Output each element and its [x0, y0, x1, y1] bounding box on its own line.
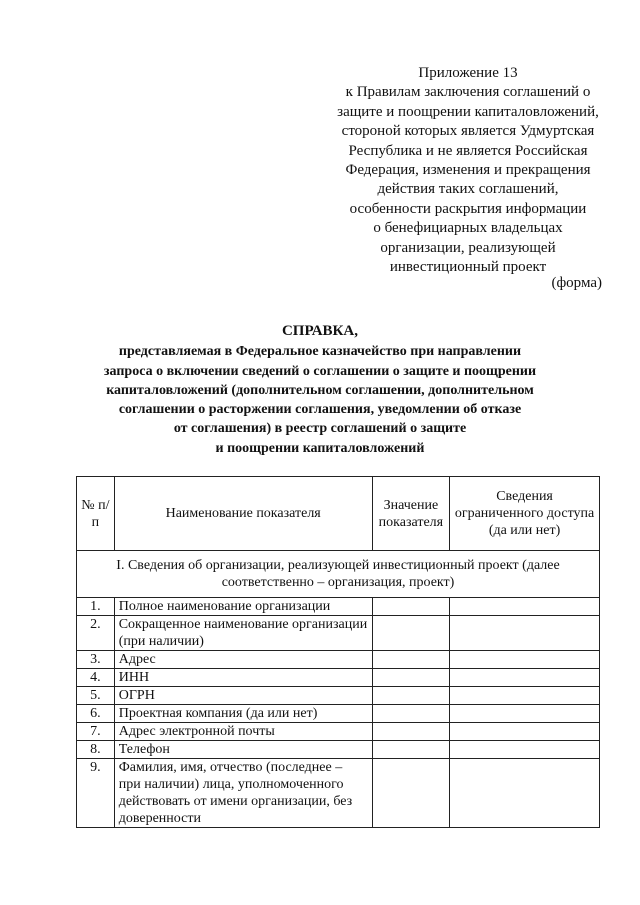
- annex-line: действия таких соглашений,: [377, 181, 559, 198]
- row-value-cell[interactable]: [372, 741, 449, 759]
- row-restricted-cell[interactable]: [450, 741, 600, 759]
- title-line: капиталовложений (дополнительном соглашении, дополнительном: [106, 382, 534, 398]
- annex-line: стороной которых является Удмуртская: [341, 123, 595, 140]
- form-label: (форма): [551, 275, 602, 291]
- row-num: 9.: [77, 759, 115, 828]
- row-num: 5.: [77, 687, 115, 705]
- info-table: [76, 476, 600, 828]
- row-num: 7.: [77, 723, 115, 741]
- table-row: [77, 598, 600, 616]
- annex-line: Федерация, изменения и прекращения: [345, 162, 591, 179]
- table-row: [77, 741, 600, 759]
- title-line: от соглашения) в реестр соглашений о защите: [173, 421, 467, 437]
- annex-line: защите и поощрении капиталовложений,: [337, 103, 599, 120]
- table-row: [77, 759, 600, 828]
- row-value-cell[interactable]: [372, 669, 449, 687]
- header-restricted: Сведения ограниченного доступа (да или нет): [450, 477, 600, 551]
- document-title: [60, 322, 580, 458]
- header-value: Значение показателя: [372, 477, 449, 551]
- row-num: 2.: [77, 616, 115, 651]
- header-name: Наименование показателя: [114, 477, 372, 551]
- row-name: Проектная компания (да или нет): [114, 705, 372, 723]
- row-value-cell[interactable]: [372, 723, 449, 741]
- row-num: 3.: [77, 651, 115, 669]
- header-num: № п/п: [77, 477, 115, 551]
- row-value-cell[interactable]: [372, 687, 449, 705]
- row-value-cell[interactable]: [372, 759, 449, 828]
- annex-line: организации, реализующей: [380, 239, 556, 256]
- row-num: 6.: [77, 705, 115, 723]
- title-heading: СПРАВКА,: [281, 323, 359, 339]
- title-line: соглашении о расторжении соглашения, уведомлении об отказе: [118, 402, 522, 418]
- table-row: [77, 669, 600, 687]
- row-restricted-cell[interactable]: [450, 598, 600, 616]
- row-value-cell[interactable]: [372, 598, 449, 616]
- row-num: 8.: [77, 741, 115, 759]
- table-row: [77, 687, 600, 705]
- row-restricted-cell[interactable]: [450, 705, 600, 723]
- row-value-cell[interactable]: [372, 651, 449, 669]
- title-line: запроса о включении сведений о соглашении о защите и поощрении: [103, 363, 537, 379]
- annex-line: Приложение 13: [418, 65, 518, 81]
- annex-line: инвестиционный проект: [389, 259, 547, 276]
- title-line: и поощрении капиталовложений: [215, 440, 425, 456]
- row-restricted-cell[interactable]: [450, 759, 600, 828]
- annex-line: Республика и не является Российская: [348, 142, 588, 159]
- title-line: представляемая в Федеральное казначейство при направлении: [118, 344, 522, 360]
- row-name: Адрес: [114, 651, 372, 669]
- annex-line: к Правилам заключения соглашений о: [345, 84, 591, 101]
- section-title: I. Сведения об организации, реализующей инвестиционный проект (далее соответственно – организация, проект): [77, 551, 600, 598]
- table-row: [77, 651, 600, 669]
- row-value-cell[interactable]: [372, 616, 449, 651]
- annex-header: [318, 64, 618, 277]
- row-name: Адрес электронной почты: [114, 723, 372, 741]
- table-row: [77, 705, 600, 723]
- section-row: [77, 551, 600, 598]
- row-name: ИНН: [114, 669, 372, 687]
- row-restricted-cell[interactable]: [450, 669, 600, 687]
- annex-line: особенности раскрытия информации: [349, 200, 587, 217]
- row-name: Фамилия, имя, отчество (последнее – при наличии) лица, уполномоченного действовать от имени организации, без доверенности: [114, 759, 372, 828]
- row-name: Полное наименование организации: [114, 598, 372, 616]
- row-restricted-cell[interactable]: [450, 687, 600, 705]
- row-name: Сокращенное наименование организации (при наличии): [114, 616, 372, 651]
- row-num: 1.: [77, 598, 115, 616]
- row-name: ОГРН: [114, 687, 372, 705]
- table-row: [77, 616, 600, 651]
- row-restricted-cell[interactable]: [450, 651, 600, 669]
- row-restricted-cell[interactable]: [450, 723, 600, 741]
- row-restricted-cell[interactable]: [450, 616, 600, 651]
- row-name: Телефон: [114, 741, 372, 759]
- row-value-cell[interactable]: [372, 705, 449, 723]
- annex-line: о бенефициарных владельцах: [373, 220, 563, 237]
- table-header-row: [77, 477, 600, 551]
- table-row: [77, 723, 600, 741]
- row-num: 4.: [77, 669, 115, 687]
